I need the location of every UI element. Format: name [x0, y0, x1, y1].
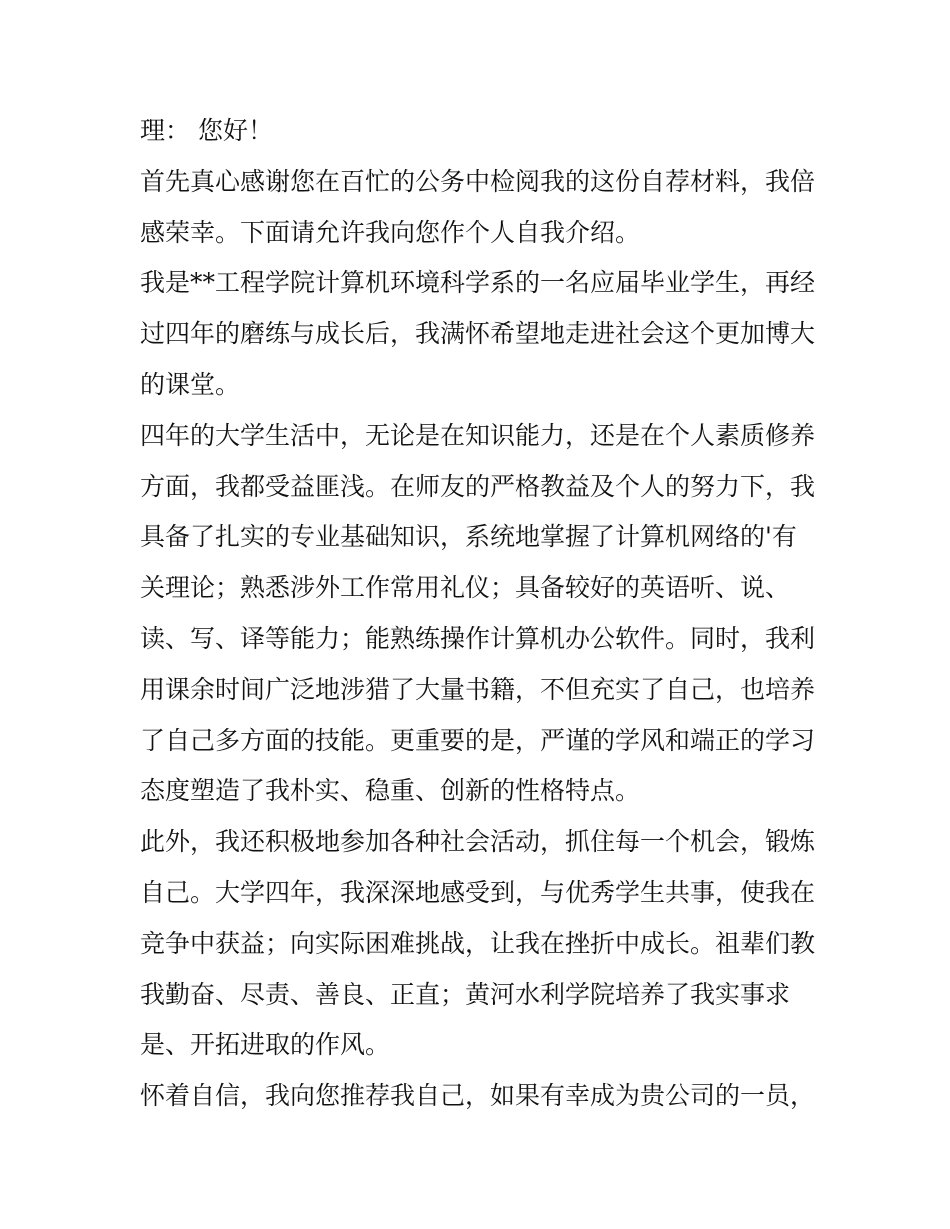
text-line: 方面，我都受益匪浅。在师友的严格教益及个人的努力下，我 — [140, 471, 816, 501]
text-line: 怀着自信，我向您推荐我自己，如果有幸成为贵公司的一员， — [140, 1081, 816, 1111]
text-line: 关理论；熟悉涉外工作常用礼仪；具备较好的英语听、说、 — [140, 573, 791, 603]
text-line: 首先真心感谢您在百忙的公务中检阅我的这份自荐材料，我倍 — [140, 166, 816, 196]
text-line: 具备了扎实的专业基础知识，系统地掌握了计算机网络的'有 — [140, 522, 797, 552]
text-line: 自己。大学四年，我深深地感受到，与优秀学生共事，使我在 — [140, 877, 816, 907]
text-line: 我勤奋、尽责、善良、正直；黄河水利学院培养了我实事求 — [140, 979, 791, 1009]
text-line: 此外，我还积极地参加各种社会活动，抓住每一个机会，锻炼 — [140, 827, 816, 857]
text-line: 过四年的磨练与成长后，我满怀希望地走进社会这个更加博大 — [140, 319, 816, 349]
text-line: 了自己多方面的技能。更重要的是，严谨的学风和端正的学习 — [140, 725, 816, 755]
text-line: 四年的大学生活中，无论是在知识能力，还是在个人素质修养 — [140, 420, 816, 450]
text-line: 是、开拓进取的作风。 — [140, 1030, 391, 1060]
text-line: 理： 您好！ — [140, 116, 273, 145]
text-line: 用课余时间广泛地涉猎了大量书籍，不但充实了自己，也培养 — [140, 674, 816, 704]
text-line: 的课堂。 — [140, 369, 241, 399]
text-line: 读、写、译等能力；能熟练操作计算机办公软件。同时，我利 — [140, 623, 816, 653]
text-line: 感荣幸。下面请允许我向您作个人自我介绍。 — [140, 217, 641, 247]
text-line: 态度塑造了我朴实、稳重、创新的性格特点。 — [140, 776, 641, 806]
letter-body — [140, 106, 820, 1122]
text-line: 竞争中获益；向实际困难挑战，让我在挫折中成长。祖辈们教 — [140, 928, 816, 958]
text-line: 我是**工程学院计算机环境科学系的一名应届毕业学生，再经 — [140, 268, 816, 298]
